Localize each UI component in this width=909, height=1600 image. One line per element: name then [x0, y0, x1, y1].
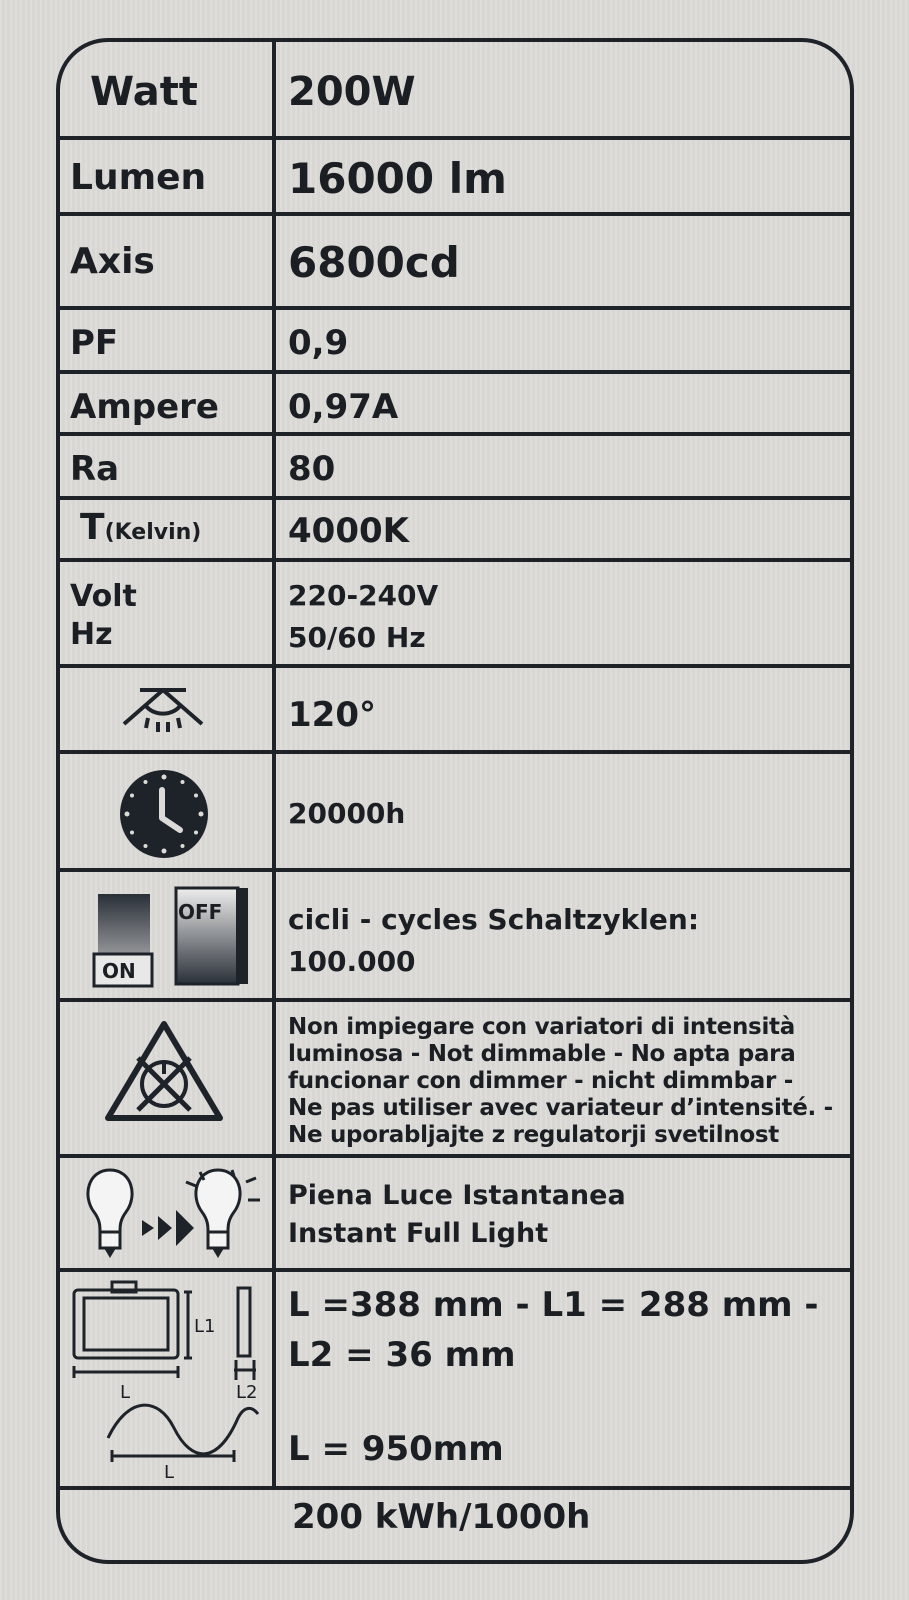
dimensions-diagram-icon — [68, 1278, 268, 1482]
instant-line-1: Piena Luce Istantanea — [288, 1180, 626, 1211]
row-divider — [60, 1154, 850, 1158]
row-divider — [60, 998, 850, 1002]
diagram-label-l: L — [120, 1382, 131, 1403]
kelvin-label-sub: (Kelvin) — [104, 520, 202, 545]
row-divider — [60, 212, 850, 216]
pf-value: 0,9 — [288, 323, 349, 363]
instant-light-bulb-icon — [82, 1166, 262, 1262]
dimmer-line: funcionar con dimmer - nicht dimmbar - — [288, 1068, 793, 1094]
diagram-label-cable-l: L — [164, 1462, 175, 1483]
lumen-label: Lumen — [70, 157, 207, 198]
kelvin-label — [80, 507, 202, 548]
clock-icon — [118, 768, 210, 860]
lumen-value: 16000 lm — [288, 154, 507, 203]
not-dimmable-icon — [102, 1018, 226, 1126]
row-divider — [60, 1486, 850, 1490]
ampere-label: Ampere — [70, 387, 219, 427]
dimmer-text — [288, 1014, 833, 1149]
axis-value: 6800cd — [288, 238, 460, 287]
row-divider — [60, 868, 850, 872]
ampere-value: 0,97A — [288, 387, 399, 427]
dimmer-line: luminosa - Not dimmable - No apta para — [288, 1041, 796, 1067]
hz-value: 50/60 Hz — [288, 621, 426, 654]
row-divider — [60, 496, 850, 500]
pf-label: PF — [70, 323, 119, 363]
row-divider — [60, 370, 850, 374]
diagram-label-l2: L2 — [236, 1382, 258, 1403]
cable-length-value: L = 950mm — [288, 1429, 504, 1469]
angle-value: 120° — [288, 695, 376, 735]
ra-value: 80 — [288, 449, 336, 489]
instant-line-2: Instant Full Light — [288, 1218, 549, 1249]
off-label: OFF — [178, 900, 223, 924]
dimmer-line: Ne pas utiliser avec variateur d’intensité. - — [288, 1095, 833, 1121]
diagram-label-l1: L1 — [194, 1316, 216, 1337]
row-divider — [60, 306, 850, 310]
cycles-value: 100.000 — [288, 945, 416, 978]
dimensions-line-1: L =388 mm - L1 = 288 mm - — [288, 1285, 819, 1325]
ra-label: Ra — [70, 449, 120, 489]
row-divider — [60, 432, 850, 436]
life-value: 20000h — [288, 797, 406, 830]
row-divider — [60, 1268, 850, 1272]
volt-value: 220-240V — [288, 579, 439, 612]
watt-label: Watt — [90, 69, 198, 115]
hz-label: Hz — [70, 617, 113, 652]
energy-value: 200 kWh/1000h — [292, 1497, 591, 1537]
row-divider — [60, 558, 850, 562]
cycles-label: cicli - cycles Schaltzyklen: — [288, 903, 700, 936]
row-divider — [60, 136, 850, 140]
row-divider — [60, 664, 850, 668]
watt-value: 200W — [288, 69, 416, 115]
kelvin-value: 4000K — [288, 511, 409, 551]
kelvin-label-main: T — [80, 507, 105, 548]
column-divider — [272, 42, 276, 1490]
row-divider — [60, 750, 850, 754]
spec-table — [56, 38, 854, 1564]
on-label: ON — [102, 959, 136, 983]
beam-angle-icon — [118, 684, 208, 734]
axis-label: Axis — [70, 241, 155, 282]
on-off-switch-icon — [92, 884, 256, 990]
dimmer-line: Non impiegare con variatori di intensità — [288, 1014, 795, 1040]
dimensions-line-2: L2 = 36 mm — [288, 1335, 516, 1375]
dimmer-line: Ne uporabljajte z regulatorji svetilnost — [288, 1122, 779, 1148]
volt-label: Volt — [70, 579, 137, 614]
